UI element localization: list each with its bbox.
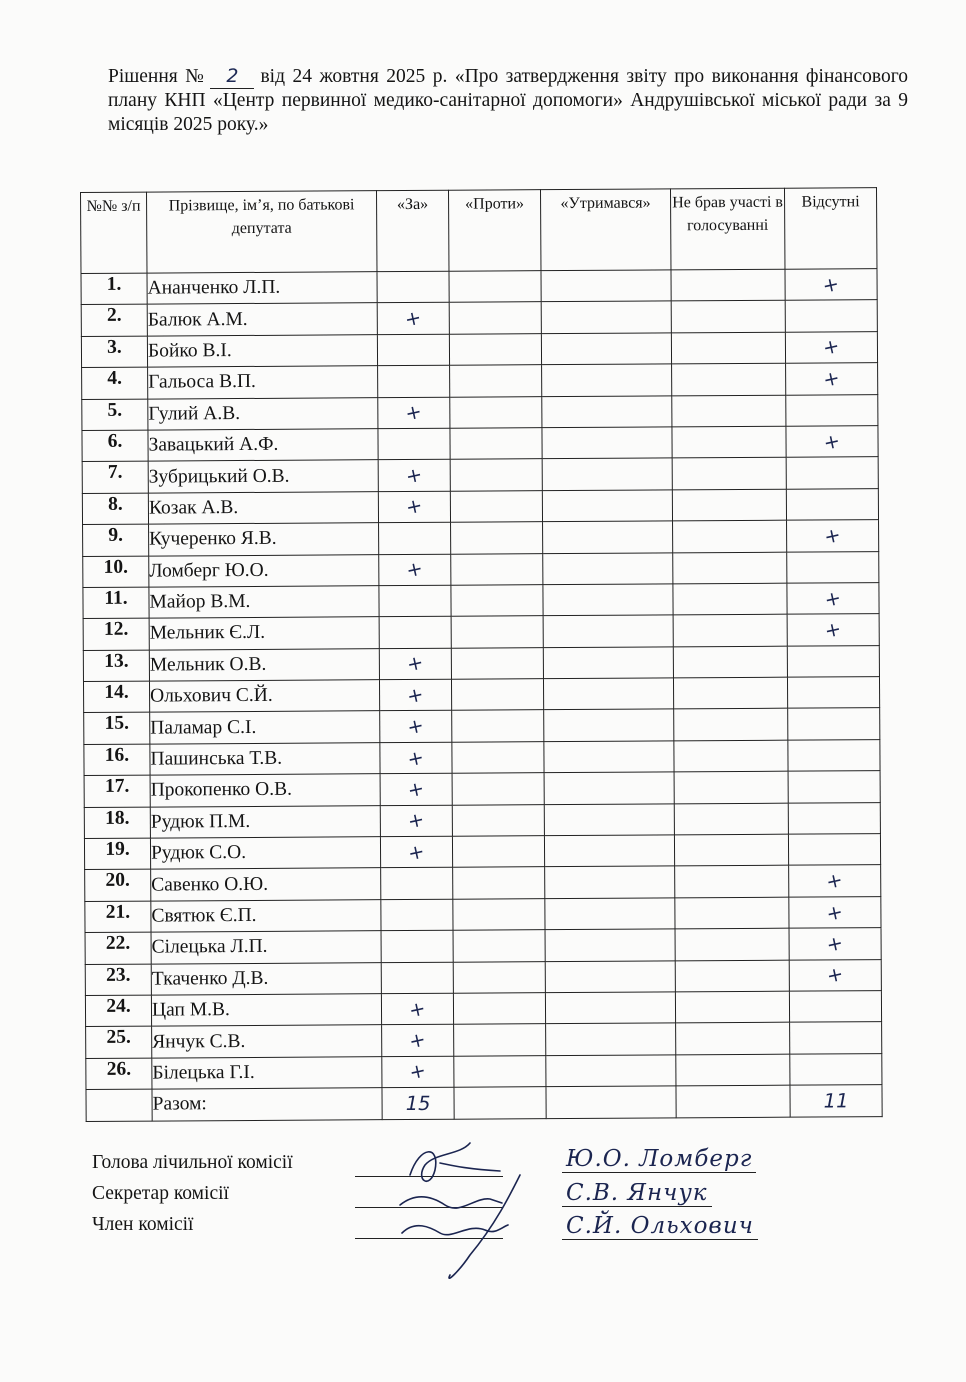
row-number: 8.: [82, 493, 148, 525]
vote-cell-absent: [786, 457, 878, 489]
deputy-name: Мельник Є.Л.: [149, 617, 379, 650]
vote-mark: +: [407, 1027, 429, 1054]
table-row: [85, 896, 881, 932]
vote-cell-absent: [787, 645, 879, 677]
vote-cell-against: [453, 930, 545, 962]
vote-cell-for: [382, 1025, 454, 1057]
deputy-name: Мельник О.В.: [149, 648, 379, 681]
vote-cell-against: [451, 679, 543, 711]
vote-cell-absent: [789, 991, 881, 1023]
row-number: 4.: [82, 367, 148, 399]
vote-cell-absent: [787, 614, 879, 646]
row-number: 25.: [86, 1026, 152, 1058]
vote-cell-for: [380, 836, 452, 868]
table-row: [84, 771, 880, 807]
vote-cell-abstain: [544, 804, 674, 836]
vote-cell-no-vote: [674, 803, 788, 835]
vote-cell-no-vote: [672, 363, 786, 395]
col-against: «Проти»: [448, 190, 540, 272]
vote-cell-absent: [785, 300, 877, 332]
vote-cell-no-vote: [675, 928, 789, 960]
vote-cell-for: [380, 711, 452, 743]
vote-cell-against: [453, 993, 545, 1025]
vote-cell-against: [452, 804, 544, 836]
sig-name-chair: Ю.О. Ломберг: [562, 1146, 756, 1173]
vote-cell-against: [453, 898, 545, 930]
deputy-name: Святюк Є.П.: [151, 899, 381, 932]
vote-cell-no-vote: [671, 332, 785, 364]
vote-mark: +: [404, 556, 426, 583]
vote-cell-against: [453, 961, 545, 993]
vote-cell-against: [452, 773, 544, 805]
deputy-name: Ломберг Ю.О.: [149, 554, 379, 587]
deputy-name: Майор В.М.: [149, 586, 379, 619]
vote-cell-abstain: [546, 1055, 676, 1087]
vote-cell-no-vote: [673, 583, 787, 615]
vote-cell-for: [381, 899, 453, 931]
table-row: [81, 269, 877, 305]
vote-cell-for: [379, 617, 451, 649]
total-label: Разом:: [152, 1088, 382, 1121]
vote-cell-for: [377, 334, 449, 366]
vote-cell-against: [449, 333, 541, 365]
vote-cell-absent: [790, 1053, 882, 1085]
deputy-name: Ткаченко Д.В.: [151, 962, 381, 995]
vote-cell-abstain: [544, 835, 674, 867]
table-row: [82, 394, 878, 430]
vote-cell-absent: [786, 363, 878, 395]
vote-cell-no-vote: [672, 489, 786, 521]
deputy-name: Паламар С.І.: [150, 711, 380, 744]
vote-cell-no-vote: [675, 897, 789, 929]
vote-cell-no-vote: [671, 301, 785, 333]
row-number: 24.: [85, 995, 151, 1027]
vote-mark: +: [405, 745, 427, 771]
table-row: [86, 1053, 882, 1089]
vote-mark: +: [406, 839, 427, 866]
row-number: 11.: [83, 587, 149, 619]
deputy-name: Бойко В.І.: [147, 334, 377, 367]
row-number: 16.: [84, 744, 150, 776]
vote-cell-absent: [785, 269, 877, 301]
vote-cell-no-vote: [676, 1023, 790, 1055]
vote-mark: +: [405, 776, 427, 803]
table-row: [83, 645, 879, 681]
vote-cell-for: [378, 365, 450, 397]
vote-cell-for: [380, 773, 452, 805]
vote-mark: +: [403, 462, 425, 489]
vote-cell-against: [454, 1055, 546, 1087]
vote-cell-abstain: [543, 615, 673, 647]
sig-role-member: Член комісії: [92, 1214, 194, 1235]
total-row: [86, 1085, 882, 1121]
vote-cell-absent: [785, 331, 877, 363]
vote-cell-against: [451, 585, 543, 617]
vote-cell-absent: [786, 488, 878, 520]
vote-cell-no-vote: [674, 740, 788, 772]
vote-mark: +: [824, 868, 846, 894]
row-number: 6.: [82, 430, 148, 462]
row-number: 19.: [84, 838, 150, 870]
vote-cell-abstain: [541, 333, 671, 365]
deputy-name: Балюк А.М.: [147, 303, 377, 336]
vote-cell-for: [379, 554, 451, 586]
table-row: [85, 959, 881, 995]
voting-table: [80, 187, 883, 1121]
table-row: [82, 488, 878, 524]
vote-cell-against: [452, 710, 544, 742]
row-number: 23.: [85, 964, 151, 996]
vote-cell-against: [450, 459, 542, 491]
deputy-name: Сілецька Л.П.: [151, 931, 381, 964]
vote-cell-no-vote: [674, 771, 788, 803]
vote-cell-abstain: [543, 678, 673, 710]
table-row: [82, 457, 878, 493]
vote-cell-abstain: [544, 741, 674, 773]
vote-cell-abstain: [541, 270, 671, 302]
vote-cell-no-vote: [672, 426, 786, 458]
row-number: 12.: [83, 618, 149, 650]
vote-cell-for: [381, 868, 453, 900]
total-absent: 11: [790, 1085, 882, 1117]
vote-cell-abstain: [543, 552, 673, 584]
row-number: 21.: [85, 901, 151, 933]
vote-cell-no-vote: [673, 552, 787, 584]
vote-mark: +: [407, 996, 428, 1023]
row-number: 18.: [84, 807, 150, 839]
table-row: [83, 583, 879, 619]
vote-mark: +: [822, 585, 844, 612]
table-row: [85, 865, 881, 901]
col-abstain: «Утримався»: [540, 189, 670, 271]
vote-cell-for: [379, 522, 451, 554]
row-number: 7.: [82, 461, 148, 493]
row-number: 26.: [86, 1058, 152, 1090]
vote-cell-for: [380, 742, 452, 774]
vote-cell-no-vote: [676, 1054, 790, 1086]
vote-cell-abstain: [542, 395, 672, 427]
vote-cell-no-vote: [673, 646, 787, 678]
table-row: [85, 928, 881, 964]
vote-cell-absent: [788, 834, 880, 866]
vote-cell-no-vote: [674, 834, 788, 866]
vote-mark: +: [402, 305, 424, 332]
vote-cell-no-vote: [671, 269, 785, 301]
vote-mark: +: [821, 334, 842, 361]
row-number: 1.: [81, 273, 147, 305]
table-row: [81, 300, 877, 336]
col-name: Прізвище, ім’я, по батькові депутата: [147, 191, 377, 273]
deputy-name: Ольхович С.Й.: [149, 680, 379, 713]
vote-cell-for: [379, 648, 451, 680]
vote-cell-against: [452, 836, 544, 868]
vote-cell-against: [450, 490, 542, 522]
vote-cell-absent: [788, 708, 880, 740]
vote-cell-abstain: [542, 427, 672, 459]
vote-cell-against: [453, 867, 545, 899]
table-row: [84, 708, 880, 744]
vote-cell-absent: [789, 928, 881, 960]
sig-role-secretary: Секретар комісії: [92, 1183, 229, 1204]
decision-prefix: Рішення №: [108, 66, 207, 87]
vote-cell-abstain: [544, 709, 674, 741]
vote-cell-abstain: [543, 584, 673, 616]
row-number: 2.: [81, 304, 147, 336]
table-row: [84, 802, 880, 838]
vote-cell-no-vote: [674, 709, 788, 741]
table-row: [81, 331, 877, 367]
vote-cell-absent: [788, 739, 880, 771]
vote-cell-for: [378, 428, 450, 460]
vote-cell-no-vote: [675, 960, 789, 992]
table-row: [83, 614, 879, 650]
vote-cell-against: [450, 365, 542, 397]
vote-cell-abstain: [544, 772, 674, 804]
vote-cell-against: [451, 522, 543, 554]
col-for: «За»: [376, 190, 448, 271]
vote-cell-abstain: [542, 364, 672, 396]
vote-cell-for: [381, 930, 453, 962]
vote-mark: +: [405, 807, 427, 834]
table-row: [83, 551, 879, 587]
deputy-name: Янчук С.В.: [152, 1025, 382, 1058]
vote-cell-for: [377, 271, 449, 303]
row-number: 15.: [84, 713, 150, 745]
table-row: [82, 363, 878, 399]
vote-cell-no-vote: [672, 458, 786, 490]
deputy-name: Гальоса В.П.: [148, 366, 378, 399]
deputy-name: Прокопенко О.В.: [150, 774, 380, 807]
vote-cell-abstain: [542, 458, 672, 490]
deputy-name: Козак А.В.: [148, 491, 378, 524]
row-number: 10.: [83, 556, 149, 588]
row-number: 20.: [85, 870, 151, 902]
row-number: 3.: [81, 336, 147, 368]
vote-mark: +: [824, 962, 846, 989]
vote-cell-against: [449, 302, 541, 334]
vote-cell-abstain: [545, 960, 675, 992]
vote-cell-against: [450, 428, 542, 460]
vote-cell-abstain: [546, 1023, 676, 1055]
deputy-name: Зубрицький О.В.: [148, 460, 378, 493]
row-number: 14.: [83, 681, 149, 713]
vote-cell-no-vote: [673, 677, 787, 709]
row-number: 17.: [84, 775, 150, 807]
vote-cell-abstain: [545, 898, 675, 930]
vote-mark: +: [407, 1058, 429, 1085]
vote-cell-abstain: [541, 301, 671, 333]
vote-mark: +: [405, 682, 427, 709]
vote-cell-abstain: [545, 992, 675, 1024]
deputy-name: Пашинська Т.В.: [150, 743, 380, 776]
vote-cell-no-vote: [673, 520, 787, 552]
vote-mark: +: [822, 522, 844, 549]
deputy-name: Білецька Г.І.: [152, 1056, 382, 1089]
vote-cell-for: [381, 962, 453, 994]
table-row: [83, 520, 879, 556]
vote-cell-for: [380, 805, 452, 837]
vote-cell-no-vote: [673, 614, 787, 646]
vote-cell-absent: [787, 551, 879, 583]
vote-cell-absent: [790, 1022, 882, 1054]
vote-cell-no-vote: [672, 395, 786, 427]
row-number: 5.: [82, 399, 148, 431]
col-absent: Відсутні: [784, 188, 876, 270]
table-row: [84, 834, 880, 870]
vote-mark: +: [403, 493, 425, 520]
decision-text: від 24 жовтня 2025 р. «Про затвердження звіту про виконання фінансового плану КНП «Центр первинної медико-санітарної допомоги» Андрушівської міської ради за 9 місяців 2025 року.»: [108, 66, 908, 135]
total-for: 15: [382, 1087, 454, 1119]
vote-cell-abstain: [543, 521, 673, 553]
vote-cell-against: [451, 553, 543, 585]
vote-cell-against: [451, 616, 543, 648]
deputy-name: Завацький А.Ф.: [148, 429, 378, 462]
vote-mark: +: [824, 930, 846, 957]
sig-name-member: С.Й. Ольхович: [562, 1213, 758, 1240]
vote-cell-for: [381, 993, 453, 1025]
vote-cell-absent: [786, 394, 878, 426]
vote-cell-abstain: [543, 647, 673, 679]
vote-cell-no-vote: [675, 866, 789, 898]
row-number: 9.: [83, 524, 149, 556]
table-row: [82, 426, 878, 462]
deputy-name: Савенко О.Ю.: [151, 868, 381, 901]
vote-cell-against: [449, 271, 541, 303]
vote-cell-against: [450, 396, 542, 428]
vote-cell-against: [452, 742, 544, 774]
vote-mark: +: [403, 399, 425, 426]
decision-title: [108, 64, 908, 137]
decision-number: 2: [210, 64, 254, 89]
vote-cell-against: [454, 1024, 546, 1056]
row-number: 22.: [85, 932, 151, 964]
deputy-name: Ананченко Л.П.: [147, 272, 377, 305]
deputy-name: Рудюк П.М.: [150, 805, 380, 838]
vote-cell-for: [379, 585, 451, 617]
deputy-name: Гулий А.В.: [148, 397, 378, 430]
vote-cell-absent: [787, 583, 879, 615]
deputy-name: Кучеренко Я.В.: [149, 523, 379, 556]
vote-cell-for: [379, 679, 451, 711]
vote-cell-absent: [787, 677, 879, 709]
vote-cell-abstain: [542, 490, 672, 522]
vote-cell-abstain: [545, 929, 675, 961]
vote-mark: +: [405, 713, 427, 740]
vote-cell-absent: [788, 802, 880, 834]
vote-cell-abstain: [545, 866, 675, 898]
deputy-name: Цап М.В.: [151, 994, 381, 1027]
vote-cell-for: [378, 397, 450, 429]
col-no-vote: Не брав участі в голосуванні: [670, 188, 784, 270]
vote-cell-absent: [789, 865, 881, 897]
vote-cell-absent: [787, 520, 879, 552]
sig-name-secretary: С.В. Янчук: [562, 1180, 712, 1207]
table-row: [84, 739, 880, 775]
vote-mark: +: [820, 271, 842, 298]
vote-cell-for: [382, 1056, 454, 1088]
deputy-name: Рудюк С.О.: [150, 837, 380, 870]
vote-mark: +: [821, 428, 843, 455]
vote-cell-no-vote: [675, 991, 789, 1023]
vote-mark: +: [822, 616, 844, 643]
vote-mark: +: [821, 365, 843, 392]
table-row: [86, 1022, 882, 1058]
table-header-row: [81, 188, 877, 274]
table-row: [83, 677, 879, 713]
vote-mark: +: [824, 899, 846, 926]
sig-role-chair: Голова лічильної комісії: [92, 1152, 293, 1173]
vote-mark: +: [404, 650, 426, 677]
vote-cell-absent: [789, 959, 881, 991]
vote-cell-against: [451, 647, 543, 679]
vote-cell-absent: [789, 896, 881, 928]
table-row: [85, 991, 881, 1027]
vote-cell-absent: [788, 771, 880, 803]
vote-cell-absent: [786, 426, 878, 458]
vote-cell-for: [378, 460, 450, 492]
row-number: 13.: [83, 650, 149, 682]
col-num: №№ з/п: [81, 192, 147, 273]
handwritten-signatures-image: [390, 1135, 540, 1285]
vote-cell-for: [378, 491, 450, 523]
vote-cell-for: [377, 303, 449, 335]
